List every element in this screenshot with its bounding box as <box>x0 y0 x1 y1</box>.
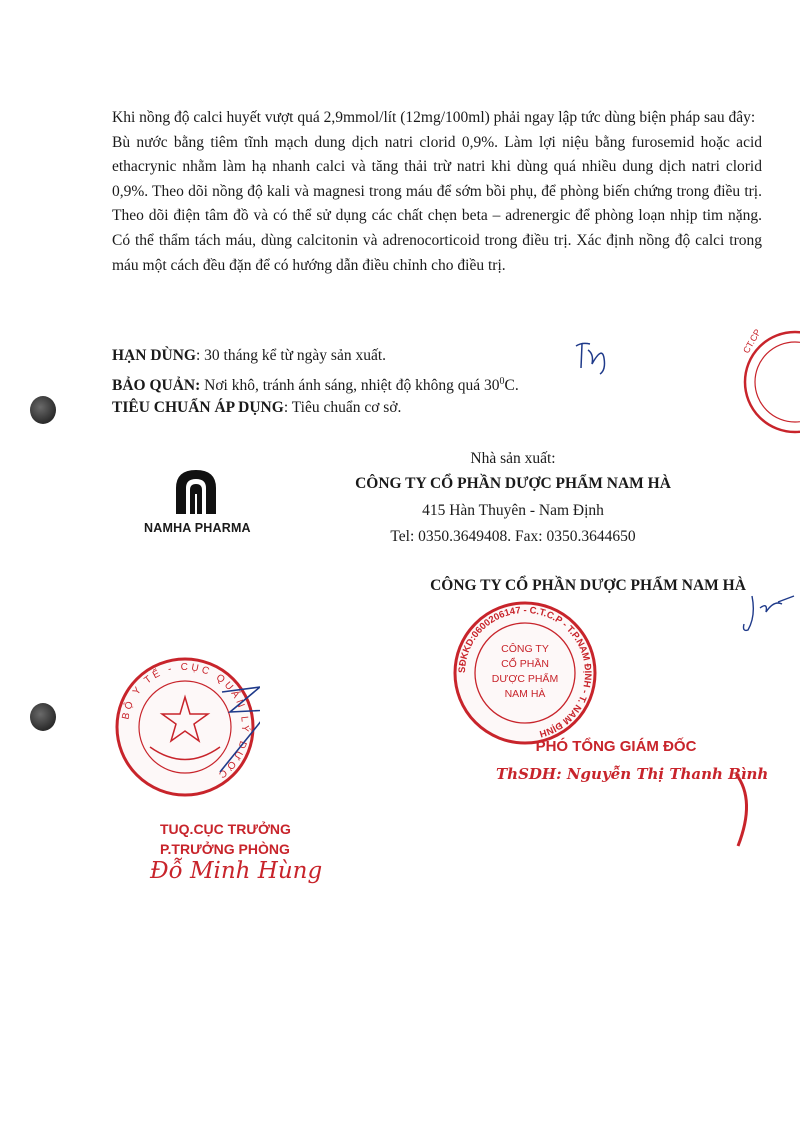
manufacturer-contact: Tel: 0350.3649408. Fax: 0350.3644650 <box>390 528 636 545</box>
storage-degree: 0 <box>499 376 505 387</box>
manufacturer-heading: Nhà sản xuất: <box>470 450 556 467</box>
shelf-life-text: : 30 tháng kể từ ngày sản xuất. <box>195 347 387 364</box>
body-paragraph-1: Khi nồng độ calci huyết vượt quá 2,9mmol/lít (12mg/100ml) phải ngay lập tức dùng biện pháp sau đây: <box>112 109 756 126</box>
company-stamp-line-2: CỔ PHẦN <box>501 658 549 670</box>
ministry-signer-line-1: TUQ.CỤC TRƯỞNG <box>160 821 291 837</box>
company-signature-heading: CÔNG TY CỔ PHẦN DƯỢC PHẨM NAM HÀ <box>430 577 746 594</box>
partial-stamp-edge <box>716 770 766 860</box>
company-stamp-line-3: DƯỢC PHẨM <box>491 673 559 685</box>
storage-line <box>112 370 519 398</box>
standard-label: TIÊU CHUẨN ÁP DỤNG <box>112 399 284 416</box>
ministry-stamp-ring: BỘ Y TẾ - CỤC QUẢN LÝ DƯỢC <box>120 661 251 782</box>
company-signer-name: ThSDH: Nguyễn Thị Thanh Bình <box>496 765 769 783</box>
company-stamp-line-1: CÔNG TY <box>501 643 549 655</box>
punch-hole-bottom <box>30 703 56 731</box>
svg-text:CT.CP: CT.CP <box>741 327 763 355</box>
body-paragraph-2: Bù nước bằng tiêm tĩnh mạch dung dịch natri clorid 0,9%. Làm lợi niệu bằng furosemid hoặc acid ethacrynic nhằm làm hạ nhanh calci và tăng thải trừ natri khi dùng quá nhiều dung dịch natri clorid 0,9%. Theo dõi nồng độ kali và magnesi trong máu để sớm bồi phụ, để phòng biến chứng trong điều trị. Theo dõi điện tâm đồ và có thể sử dụng các chất chẹn beta – adrenergic để phòng loạn nhịp tim nặng. Có thể thẩm tách máu, dùng calcitonin và adrenocorticoid trong điều trị. Xác định nồng độ calci trong máu một cách đều đặn để có hướng dẫn điều chỉnh cho điều trị. <box>112 133 762 274</box>
ministry-signer-name: Đỗ Minh Hùng <box>150 858 323 884</box>
company-stamp <box>450 598 600 748</box>
storage-text: Nơi khô, tránh ánh sáng, nhiệt độ không quá 30 <box>200 377 500 395</box>
body-text <box>112 106 762 278</box>
partial-stamp-top <box>700 322 800 442</box>
ministry-stamp <box>110 652 260 802</box>
shelf-life-label: HẠN DÙNG <box>112 347 196 364</box>
namha-logo <box>174 468 218 514</box>
logo-text: NAMHA PHARMA <box>144 521 251 535</box>
shelf-life-line <box>112 344 386 368</box>
company-stamp-ring: SĐKKD:0600206147 - C.T.C.P - T.P.NAM ĐỊNH - T. NAM ĐỊNH <box>456 604 594 740</box>
standard-text: : Tiêu chuẩn cơ sở. <box>283 399 402 416</box>
punch-hole-top <box>30 396 56 424</box>
storage-label: BẢO QUẢN: <box>112 377 201 395</box>
manufacturer-name: CÔNG TY CỔ PHẦN DƯỢC PHẨM NAM HÀ <box>355 475 671 492</box>
manufacturer-address: 415 Hàn Thuyên - Nam Định <box>422 502 604 519</box>
ministry-signer-line-2: P.TRƯỞNG PHÒNG <box>160 841 290 857</box>
company-stamp-line-4: NAM HÀ <box>504 688 546 700</box>
storage-unit: C. <box>504 377 519 395</box>
company-signer-title: PHÓ TỔNG GIÁM ĐỐC <box>535 738 697 755</box>
namha-logo-icon <box>174 468 218 514</box>
initials-signature <box>572 336 624 376</box>
standard-line <box>112 396 401 420</box>
handwritten-mark <box>738 586 798 636</box>
